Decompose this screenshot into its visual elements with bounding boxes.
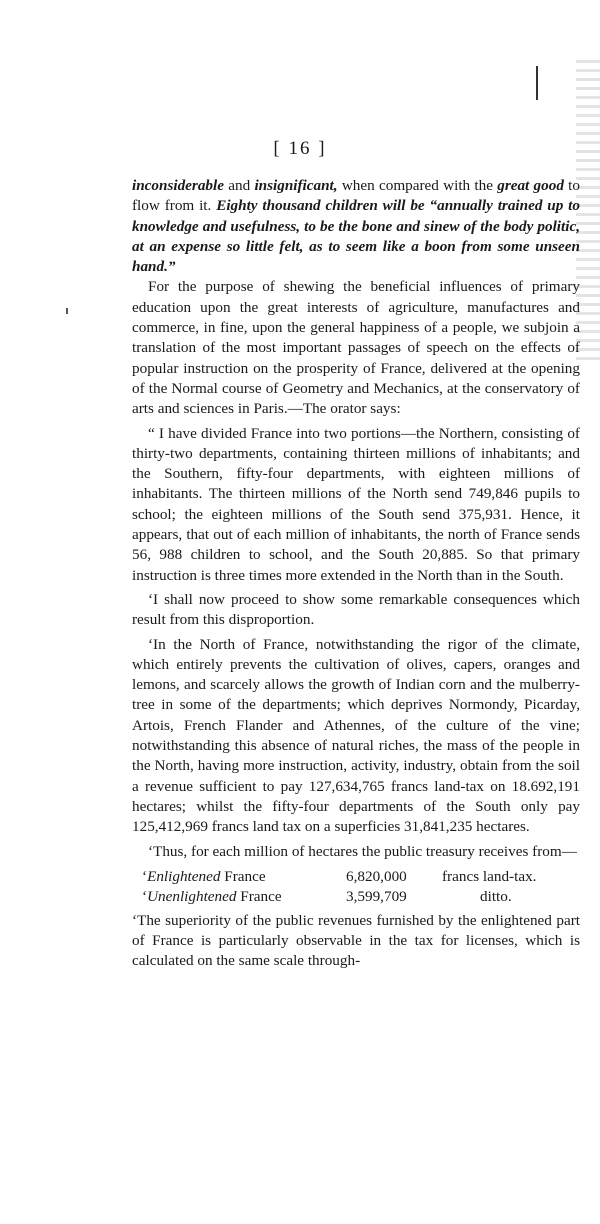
- page-body: [132, 176, 580, 972]
- table-row: [132, 887, 536, 907]
- paragraph-division: “ I have divided France into two portions—the Northern, consisting of thirty-two departments, containing thirteen millions of inhabitants; and the Southern, fifty-four departments, with eighteen millions of inhabitants. The thirteen millions of the North send 749,846 pupils to school; the eighteen millions of the South send 375,931. Hence, it appears, that out of each million of inhabitants, the north of France sends 56, 988 children to school, and the South 20,885. So that primary instruction is three times more extended in the North than in the South.: [132, 424, 580, 584]
- page-edge-mark: [536, 66, 538, 100]
- page-number: [ 16 ]: [273, 138, 327, 159]
- table-cell-amount: 6,820,000: [346, 867, 407, 885]
- italic-quote: Eighty thousand children will be “annually trained up to knowledge and usefulness, to be the bone and sinew of the body politic, at an expense so little felt, as to seem like a boon from some unseen hand.”: [132, 197, 580, 276]
- paragraph-superiority: ‘The superiority of the public revenues furnished by the enlightened part of France is particularly observable in the tax for licenses, which is calculated on the same scale through-: [132, 911, 580, 970]
- paragraph-intro: For the purpose of shewing the beneficial influences of primary education upon the great interests of agriculture, manufactures and commerce, in fine, upon the general happiness of a people, we subjoin a translation of the most important passages of speech on the effects of popular instruction on the prosperity of France, delivered at the opening of the Normal course of Geometry and Mechanics, at the conservatory of arts and sciences in Paris.—The orator says:: [132, 278, 580, 418]
- paragraph-treasury: ‘Thus, for each million of hectares the public treasury receives from—: [148, 842, 577, 860]
- table-cell-amount: 3,599,709: [346, 887, 407, 905]
- margin-mark: [66, 308, 68, 314]
- table-row: [132, 867, 536, 887]
- paragraph-continuation: inconsiderable and insignificant, when compared with the great good to flow from it. Eighty thousand children will be “annually trained up to knowledge and usefulness, to be the bone and sinew of the body politic, at an expense so little felt, as to seem like a boon from some unseen hand.”: [132, 177, 580, 276]
- table-cell-unit: francs land-tax.: [442, 867, 537, 885]
- italic-word: inconsiderable: [132, 177, 224, 194]
- table-cell-label: ‘Enlightened France: [142, 867, 266, 885]
- table-cell-unit: ditto.: [480, 887, 512, 905]
- italic-phrase: great good: [497, 177, 564, 194]
- italic-word: insignificant,: [254, 177, 338, 194]
- paragraph-north: ‘In the North of France, notwithstanding the rigor of the climate, which entirely prevents the cultivation of olives, capers, oranges and lemons, and scarcely allows the growth of Indian corn and the mulberry-tree in some of the departments; which deprives Normondy, Picarday, Artois, French Flander and Athennes, of the culture of the vine; notwithstanding this absence of natural riches, the mass of the people in the North, having more instruction, activity, industry, obtain from the soil a revenue sufficient to pay 127,634,765 francs land-tax on 18.692,191 hectares; whilst the fifty-four departments of the South only pay 125,412,969 francs land tax on a superficies 31,841,235 hectares.: [132, 635, 580, 836]
- paragraph-consequences: ‘I shall now proceed to show some remarkable consequences which result from this disproportion.: [132, 590, 580, 629]
- table-cell-label: ‘Unenlightened France: [142, 887, 282, 905]
- tax-table: [132, 867, 536, 907]
